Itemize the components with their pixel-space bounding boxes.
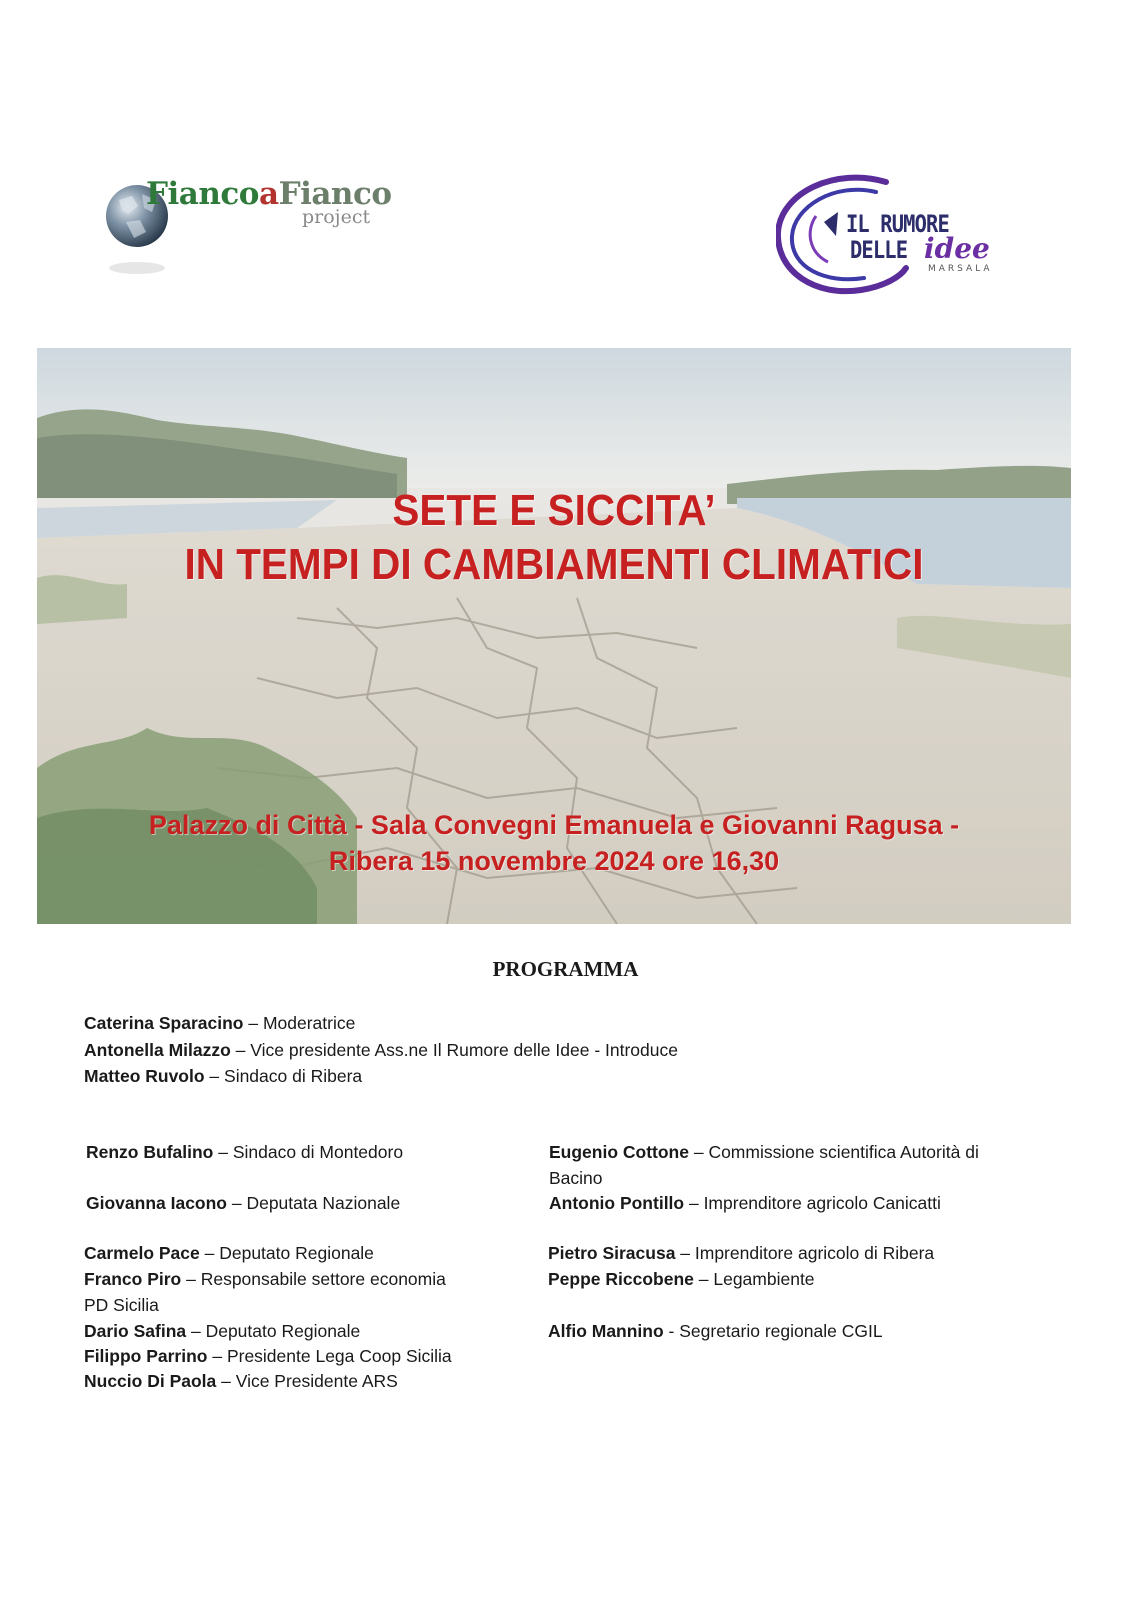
speaker-role: – Imprenditore agricolo Canicatti (684, 1193, 941, 1213)
list-item (84, 1368, 398, 1394)
speaker-name: Carmelo Pace (84, 1243, 200, 1263)
list-item (548, 1318, 883, 1344)
speaker-role: – Commissione scientifica Autorità di (688, 1142, 979, 1162)
speaker-role: – Deputata Nazionale (227, 1193, 401, 1213)
list-item (84, 1037, 678, 1063)
logo-wordmark: FiancoaFianco (146, 176, 392, 212)
speaker-role: - Segretario regionale CGIL (663, 1321, 883, 1341)
speaker-role: – Legambiente (693, 1269, 815, 1289)
speaker-name: Dario Safina (84, 1321, 187, 1341)
event-banner (37, 348, 1071, 924)
speaker-role: PD Sicilia (84, 1295, 159, 1315)
list-item (84, 1318, 360, 1344)
speaker-name: Nuccio Di Paola (84, 1371, 217, 1391)
logo-line-3: idee (924, 232, 990, 265)
list-item (86, 1139, 403, 1165)
list-item (86, 1190, 400, 1216)
speaker-role: – Sindaco di Montedoro (213, 1142, 404, 1162)
speaker-name: Giovanna Iacono (86, 1193, 227, 1213)
event-title-line-1: SETE E SICCITA’ (392, 486, 716, 535)
speaker-role: – Imprenditore agricolo di Ribera (675, 1243, 935, 1263)
event-title-line-2: IN TEMPI DI CAMBIAMENTI CLIMATICI (184, 540, 924, 589)
logo-tagline: project (302, 206, 371, 228)
list-item (84, 1266, 446, 1292)
list-item (84, 1343, 452, 1369)
speaker-name: Alfio Mannino (548, 1321, 664, 1341)
list-item-continuation (84, 1292, 159, 1318)
logo-city: MARSALA (928, 264, 993, 274)
speaker-role: – Deputato Regionale (186, 1321, 361, 1341)
speaker-role: – Presidente Lega Coop Sicilia (207, 1346, 452, 1366)
list-item (84, 1240, 374, 1266)
list-item (548, 1266, 815, 1292)
speaker-role: – Vice presidente Ass.ne Il Rumore delle Idee - Introduce (230, 1040, 678, 1060)
speaker-name: Matteo Ruvolo (84, 1066, 205, 1086)
speaker-role: – Vice Presidente ARS (216, 1371, 398, 1391)
speaker-name: Antonella Milazzo (84, 1040, 231, 1060)
speaker-name: Franco Piro (84, 1269, 182, 1289)
speaker-name: Antonio Pontillo (549, 1193, 685, 1213)
list-item (548, 1240, 934, 1266)
speaker-role: – Deputato Regionale (199, 1243, 374, 1263)
list-item-continuation (549, 1165, 603, 1191)
rumore-delle-idee-logo (776, 172, 1016, 302)
logo-line-1: IL RUMORE (846, 210, 949, 238)
event-date-time: Ribera 15 novembre 2024 ore 16,30 (328, 846, 780, 876)
speaker-role: Bacino (549, 1168, 603, 1188)
speaker-name: Filippo Parrino (84, 1346, 208, 1366)
speaker-name: Peppe Riccobene (548, 1269, 694, 1289)
speaker-name: Eugenio Cottone (549, 1142, 689, 1162)
event-venue: Palazzo di Città - Sala Convegni Emanuela e Giovanni Ragusa - (148, 810, 960, 840)
list-item (549, 1139, 979, 1165)
list-item (84, 1063, 362, 1089)
speaker-name: Pietro Siracusa (548, 1243, 676, 1263)
fiancoafianco-logo (104, 172, 404, 282)
speaker-name: Renzo Bufalino (86, 1142, 214, 1162)
speaker-role: – Sindaco di Ribera (204, 1066, 363, 1086)
programme-heading: PROGRAMMA (492, 957, 639, 981)
speaker-role: – Moderatrice (243, 1013, 356, 1033)
logo-line-2: DELLE (850, 236, 908, 264)
speaker-name: Caterina Sparacino (84, 1013, 244, 1033)
list-item (549, 1190, 941, 1216)
list-item (84, 1010, 355, 1036)
speaker-role: – Responsabile settore economia (181, 1269, 446, 1289)
